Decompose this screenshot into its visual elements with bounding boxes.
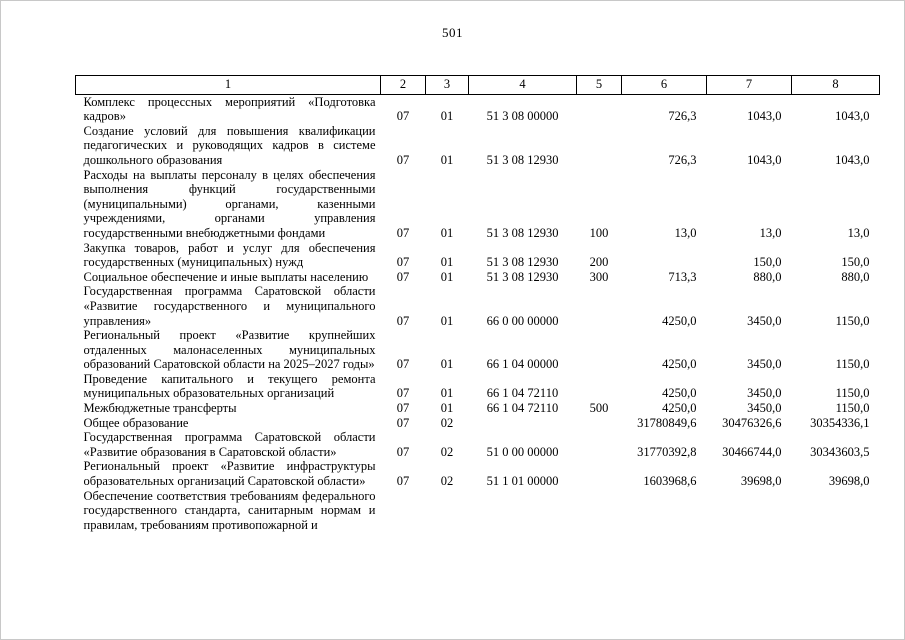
cell-amount-year2: 39698,0 — [740, 474, 782, 489]
cell-expense-type: 100 — [589, 225, 609, 240]
table-row — [76, 401, 880, 416]
cell-amount-year3: 1150,0 — [835, 357, 870, 372]
cell-amount-year3: 1150,0 — [835, 386, 870, 401]
cell-razdel: 07 — [396, 313, 410, 328]
cell-razdel: 07 — [396, 225, 410, 240]
cell-amount-year2: 880,0 — [753, 269, 782, 284]
cell-razdel: 07 — [396, 401, 410, 416]
cell-razdel: 07 — [396, 269, 410, 284]
cell-name: Государственная программа Саратовской области «Развитие образования в Саратовской области» — [83, 430, 376, 459]
cell-podrazdel: 01 — [440, 313, 454, 328]
cell-amount-year2: 1043,0 — [747, 152, 782, 167]
cell-amount-year2: 13,0 — [759, 225, 782, 240]
cell-amount-year3: 39698,0 — [828, 474, 870, 489]
table-row — [76, 416, 880, 431]
cell-amount-year3: 13,0 — [847, 225, 870, 240]
cell-razdel: 07 — [396, 152, 410, 167]
cell-amount-year1: 13,0 — [674, 225, 697, 240]
cell-amount-year2: 3450,0 — [747, 386, 782, 401]
budget-table — [75, 75, 880, 532]
table-row — [76, 328, 880, 372]
cell-podrazdel: 01 — [440, 225, 454, 240]
cell-podrazdel: 02 — [440, 444, 454, 459]
cell-amount-year1: 4250,0 — [662, 357, 697, 372]
table-row — [76, 241, 880, 270]
cell-amount-year2: 3450,0 — [747, 313, 782, 328]
table-row — [76, 270, 880, 285]
column-header-1: 1 — [76, 76, 381, 95]
cell-podrazdel: 01 — [440, 401, 454, 416]
cell-expense-type — [577, 284, 622, 328]
cell-amount-year1: 1603968,6 — [643, 474, 697, 489]
cell-podrazdel: 02 — [440, 474, 454, 489]
cell-name: Создание условий для повышения квалификации педагогических и руководящих кадров в системе дошкольного образования — [83, 123, 376, 167]
table-row — [76, 124, 880, 168]
cell-amount-year2: 30476326,6 — [722, 415, 782, 430]
cell-expense-type: 500 — [589, 401, 609, 416]
cell-razdel: 07 — [396, 444, 410, 459]
cell-amount-year1: 31770392,8 — [637, 444, 697, 459]
cell-amount-year3: 30354336,1 — [810, 415, 870, 430]
cell-podrazdel — [426, 489, 469, 533]
cell-expense-type — [577, 489, 622, 533]
cell-target-article — [469, 416, 577, 431]
cell-target-article: 51 3 08 12930 — [486, 269, 559, 284]
cell-razdel: 07 — [396, 357, 410, 372]
cell-podrazdel: 01 — [440, 269, 454, 284]
cell-amount-year2: 150,0 — [753, 255, 782, 270]
cell-amount-year1 — [622, 241, 707, 270]
cell-razdel — [381, 489, 426, 533]
cell-podrazdel: 02 — [440, 415, 454, 430]
cell-name: Расходы на выплаты персоналу в целях обеспечения выполнения функций государственными (муниципальными) органами, казенными учреждениями, органами управления государственными внебюджетными фондами — [83, 167, 376, 240]
cell-amount-year3 — [792, 489, 880, 533]
cell-target-article: 51 0 00 00000 — [486, 444, 559, 459]
cell-name: Комплекс процессных мероприятий «Подготовка кадров» — [83, 94, 376, 124]
cell-podrazdel: 01 — [440, 386, 454, 401]
cell-amount-year2 — [707, 489, 792, 533]
cell-razdel: 07 — [396, 415, 410, 430]
cell-razdel: 07 — [396, 386, 410, 401]
cell-name: Проведение капитального и текущего ремонта муниципальных образовательных организаций — [83, 371, 376, 401]
cell-target-article: 51 3 08 12930 — [486, 255, 559, 270]
cell-amount-year3: 150,0 — [841, 255, 870, 270]
cell-target-article: 51 3 08 00000 — [486, 109, 559, 124]
cell-name: Общее образование — [83, 415, 189, 430]
table-body — [76, 94, 880, 532]
cell-name: Межбюджетные трансферты — [83, 401, 237, 416]
cell-amount-year1 — [622, 489, 707, 533]
cell-amount-year1: 713,3 — [668, 269, 697, 284]
page-number: 501 — [442, 25, 463, 40]
cell-amount-year2: 1043,0 — [747, 109, 782, 124]
cell-amount-year3: 1150,0 — [835, 313, 870, 328]
cell-razdel: 07 — [396, 255, 410, 270]
cell-target-article: 66 1 04 72110 — [486, 401, 559, 416]
cell-amount-year1: 4250,0 — [662, 313, 697, 328]
cell-name: Государственная программа Саратовской области «Развитие государственного и муниципального управления» — [83, 284, 376, 328]
cell-amount-year3: 880,0 — [841, 269, 870, 284]
column-header-5: 5 — [577, 76, 622, 95]
column-header-8: 8 — [792, 76, 880, 95]
cell-amount-year2: 3450,0 — [747, 357, 782, 372]
table-row — [76, 94, 880, 124]
table-row — [76, 372, 880, 401]
column-header-7: 7 — [707, 76, 792, 95]
column-header-6: 6 — [622, 76, 707, 95]
cell-expense-type — [577, 124, 622, 168]
table-row — [76, 459, 880, 488]
cell-expense-type — [577, 430, 622, 459]
column-header-4: 4 — [469, 76, 577, 95]
cell-expense-type: 300 — [589, 269, 609, 284]
cell-target-article: 51 3 08 12930 — [486, 152, 559, 167]
cell-expense-type — [577, 328, 622, 372]
cell-podrazdel: 01 — [440, 255, 454, 270]
cell-expense-type — [577, 459, 622, 488]
cell-amount-year2: 3450,0 — [747, 401, 782, 416]
column-header-3: 3 — [426, 76, 469, 95]
table-row — [76, 284, 880, 328]
cell-podrazdel: 01 — [440, 357, 454, 372]
cell-name: Обеспечение соответствия требованиям федерального государственного стандарта, санитарным нормам и правилам, требованиям противопожарной и — [83, 488, 376, 532]
cell-podrazdel: 01 — [440, 152, 454, 167]
cell-razdel: 07 — [396, 474, 410, 489]
cell-target-article — [469, 489, 577, 533]
cell-expense-type: 200 — [589, 255, 609, 270]
cell-amount-year2: 30466744,0 — [722, 444, 782, 459]
cell-amount-year3: 1150,0 — [835, 401, 870, 416]
cell-podrazdel: 01 — [440, 109, 454, 124]
cell-target-article: 66 1 04 72110 — [486, 386, 559, 401]
cell-amount-year3: 1043,0 — [835, 109, 870, 124]
cell-target-article: 51 3 08 12930 — [486, 225, 559, 240]
cell-expense-type — [577, 416, 622, 431]
cell-amount-year1: 4250,0 — [662, 401, 697, 416]
cell-expense-type — [577, 94, 622, 124]
table-row — [76, 489, 880, 533]
table-header — [76, 76, 880, 95]
cell-amount-year3: 1043,0 — [835, 152, 870, 167]
column-header-2: 2 — [381, 76, 426, 95]
cell-name: Социальное обеспечение и иные выплаты населению — [83, 269, 369, 284]
cell-amount-year1: 31780849,6 — [637, 415, 697, 430]
cell-amount-year1: 726,3 — [668, 109, 697, 124]
cell-amount-year3: 30343603,5 — [810, 444, 870, 459]
cell-amount-year1: 726,3 — [668, 152, 697, 167]
cell-expense-type — [577, 372, 622, 401]
cell-amount-year1: 4250,0 — [662, 386, 697, 401]
cell-target-article: 66 1 04 00000 — [486, 357, 559, 372]
cell-target-article: 66 0 00 00000 — [486, 313, 559, 328]
table-row — [76, 430, 880, 459]
table-row — [76, 168, 880, 241]
cell-name: Региональный проект «Развитие инфраструктуры образовательных организаций Саратовской области» — [83, 459, 376, 489]
cell-razdel: 07 — [396, 109, 410, 124]
cell-name: Региональный проект «Развитие крупнейших отдаленных малонаселенных муниципальных образований Саратовской области на 2025–2027 годы» — [83, 328, 376, 372]
table-header-row — [76, 76, 880, 95]
cell-name: Закупка товаров, работ и услуг для обеспечения государственных (муниципальных) нужд — [83, 240, 376, 270]
cell-target-article: 51 1 01 00000 — [486, 474, 559, 489]
